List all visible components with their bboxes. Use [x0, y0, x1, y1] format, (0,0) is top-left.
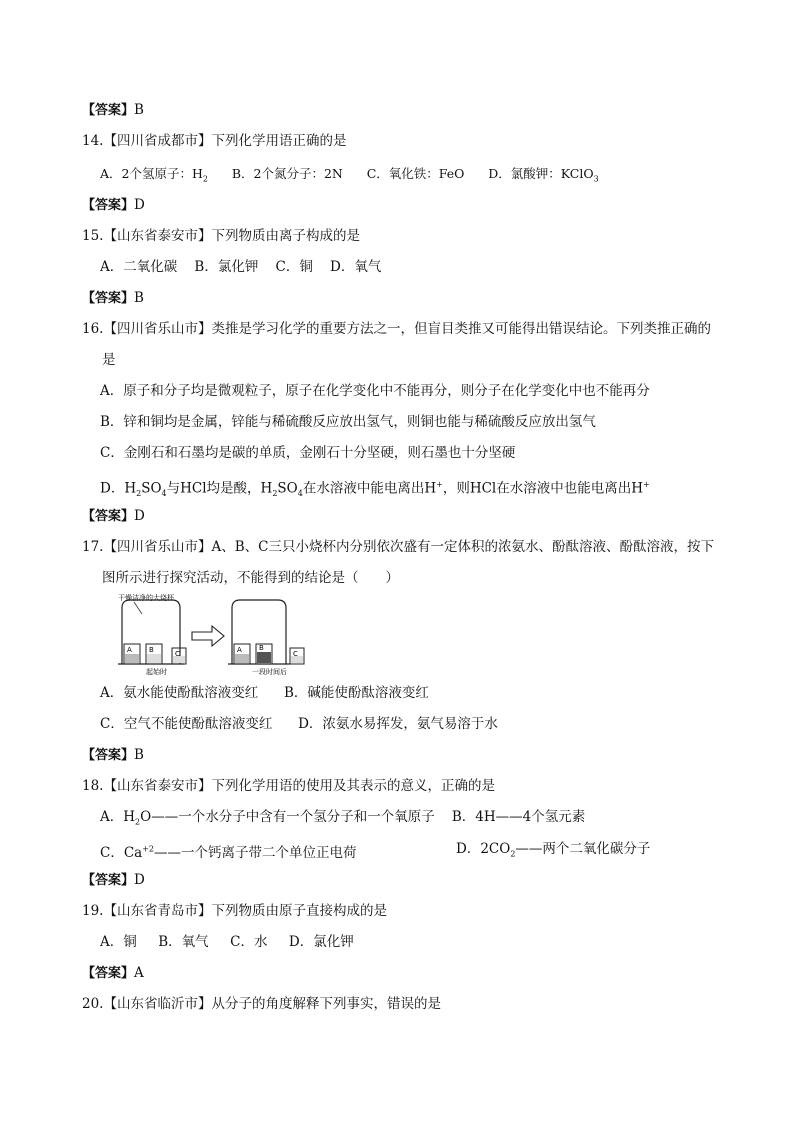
- question-source: 【四川省乐山市】: [103, 539, 212, 555]
- option-c: C．氧化铁：FeO: [366, 166, 465, 181]
- label-pointer: [134, 602, 142, 614]
- option-d: D．氧气: [330, 259, 382, 275]
- question-source: 【山东省泰安市】: [103, 228, 212, 244]
- option-b: B．氯化钾: [194, 259, 259, 275]
- question-18: [82, 776, 495, 796]
- svg-text:C: C: [293, 650, 298, 658]
- option-c: C．铜: [275, 259, 313, 275]
- option-a: A．铜: [100, 934, 137, 950]
- answer-value: B: [134, 102, 144, 118]
- option-c: C．空气不能使酚酞溶液变红: [100, 716, 273, 732]
- answer-value: D: [134, 872, 145, 888]
- start-label: 起始时: [146, 668, 167, 676]
- question-16: [82, 319, 711, 339]
- answer-line: [82, 870, 145, 891]
- question-number: 19.: [82, 903, 104, 919]
- question-stem: 类推是学习化学的重要方法之一，但盲目类推又可能得出错误结论。下列类推正确的: [211, 321, 711, 337]
- answer-line: [82, 100, 144, 121]
- big-beaker-label: 干燥洁净的大烧杯: [118, 594, 174, 602]
- answer-value: B: [134, 747, 144, 763]
- option-a: A．2个氢原子：$H_2$: [100, 166, 208, 184]
- question-source: 【四川省乐山市】: [103, 321, 212, 337]
- question-14-options: [100, 164, 599, 190]
- option-d: D．氯酸钾：KClO$_3$: [488, 166, 599, 184]
- answer-line: [82, 506, 145, 527]
- option-b: B．锌和铜均是金属，锌能与稀硫酸反应放出氢气，则铜也能与稀硫酸反应放出氢气: [100, 414, 596, 430]
- later-label: 一段时间后: [252, 668, 287, 676]
- question-stem: 从分子的角度解释下列事实，错误的是: [211, 996, 441, 1012]
- question-stem: 下列物质由原子直接构成的是: [211, 903, 387, 919]
- question-19: [82, 901, 387, 921]
- question-18-options-row1: [100, 807, 585, 833]
- option-a: A．氨水能使酚酞溶液变红: [100, 685, 259, 701]
- question-20: [82, 994, 441, 1014]
- answer-line: [82, 288, 144, 309]
- question-source: 【山东省青岛市】: [103, 903, 212, 919]
- option-d: D．氯化钾: [288, 934, 354, 950]
- option-d: D．$H_2SO_4$与HCl均是酸，$H_2SO_4$在水溶液中能电离出H+，则HCl在水溶液中也能电离出H+: [100, 480, 650, 499]
- question-number: 20.: [82, 996, 104, 1012]
- question-number: 16.: [82, 321, 104, 337]
- answer-label: 【答案】: [82, 873, 135, 888]
- question-number: 18.: [82, 778, 104, 794]
- question-stem: 下列化学用语正确的是: [211, 133, 347, 149]
- answer-line: [82, 963, 144, 984]
- svg-text:A: A: [237, 646, 242, 654]
- answer-line: [82, 195, 145, 216]
- question-number: 14.: [82, 133, 104, 149]
- question-source: 【山东省泰安市】: [103, 778, 212, 794]
- answer-label: 【答案】: [82, 103, 135, 118]
- experiment-figure: [112, 594, 310, 678]
- option-b: B．2个氮分子：2N: [231, 166, 343, 181]
- option-b: B．碱能使酚酞溶液变红: [284, 685, 429, 701]
- option-a: A．$H_2O——$一个水分子中含有一个氢分子和一个氧原子: [100, 809, 435, 827]
- option-b: B．氧气: [158, 934, 209, 950]
- answer-label: 【答案】: [82, 748, 135, 763]
- question-17-options-row2: [100, 714, 498, 734]
- question-17-options-row1: [100, 683, 429, 703]
- beaker-diagram: [112, 594, 310, 678]
- question-18-option-d: [456, 839, 650, 865]
- option-c: C．水: [230, 934, 268, 950]
- svg-text:A: A: [127, 646, 132, 654]
- question-number: 17.: [82, 539, 104, 555]
- question-source: 【山东省临沂市】: [103, 996, 212, 1012]
- question-15-options: [100, 257, 381, 277]
- answer-value: D: [134, 197, 145, 213]
- answer-label: 【答案】: [82, 198, 135, 213]
- question-19-options: [100, 932, 354, 952]
- option-a: A．二氧化碳: [100, 259, 178, 275]
- question-number: 15.: [82, 228, 104, 244]
- question-18-option-c: [100, 839, 357, 863]
- question-17-stem-cont: 图所示进行探究活动，不能得到的结论是（ ）: [102, 570, 399, 586]
- option-c: C．$Ca^{+2}——$一个钙离子带二个单位正电荷: [100, 844, 357, 861]
- question-source: 【四川省成都市】: [103, 133, 212, 149]
- option-a: A．原子和分子均是微观粒子，原子在化学变化中不能再分，则分子在化学变化中也不能再分: [100, 383, 650, 399]
- svg-text:B: B: [149, 646, 154, 654]
- answer-value: A: [134, 965, 144, 981]
- answer-label: 【答案】: [82, 509, 135, 524]
- question-stem: 下列物质由离子构成的是: [211, 228, 360, 244]
- question-16-stem-cont: 是: [102, 352, 116, 368]
- answer-line: [82, 745, 144, 766]
- option-c: C．金刚石和石墨均是碳的单质，金刚石十分坚硬，则石墨也十分坚硬: [100, 445, 516, 461]
- answer-value: D: [134, 508, 145, 524]
- option-d: D．浓氨水易挥发，氨气易溶于水: [298, 716, 498, 732]
- svg-text:C: C: [175, 650, 180, 658]
- svg-text:B: B: [259, 644, 264, 652]
- answer-label: 【答案】: [82, 291, 135, 306]
- question-17: [82, 537, 714, 557]
- answer-label: 【答案】: [82, 966, 135, 981]
- option-b: B．4H——4个氢元素: [451, 809, 586, 825]
- option-d: D．$2CO_2——$两个二氧化碳分子: [456, 841, 651, 859]
- question-15: [82, 226, 360, 246]
- question-stem: A、B、C三只小烧杯内分别依次盛有一定体积的浓氨水、酚酞溶液、酚酞溶液，按下: [211, 539, 714, 555]
- arrow-icon: [192, 626, 224, 646]
- answer-value: B: [134, 290, 144, 306]
- question-stem: 下列化学用语的使用及其表示的意义，正确的是: [211, 778, 495, 794]
- question-14: [82, 131, 346, 151]
